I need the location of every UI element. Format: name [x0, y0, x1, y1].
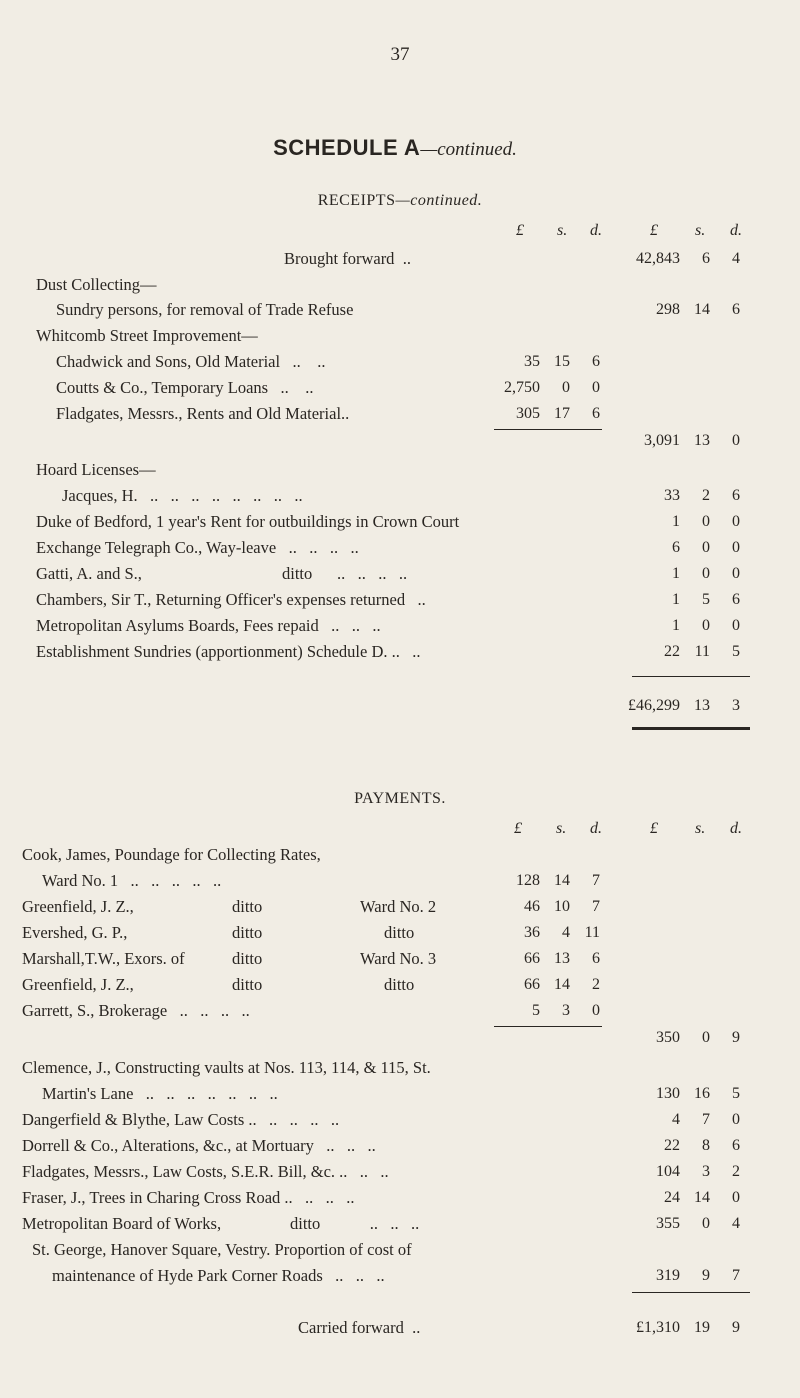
hoard-heading: Hoard Licenses— [36, 460, 156, 479]
payments-col-pound-2: £ [650, 820, 658, 837]
stgeorge-shillings: 9 [702, 1267, 710, 1284]
receipt-other-4-shillings: 5 [702, 591, 710, 608]
garrett-pence: 0 [592, 1002, 600, 1019]
receipt-other-5-pounds: 1 [672, 617, 680, 634]
receipt-other-5-shillings: 0 [702, 617, 710, 634]
poundage-item-1-pounds: 46 [524, 898, 540, 915]
brought-forward-pence: 4 [732, 250, 740, 267]
payment-other-5-pence: 4 [732, 1215, 740, 1232]
receipt-other-3-ditto: ditto .. .. .. .. [282, 564, 408, 583]
whitcomb-item-3-pence: 6 [592, 405, 600, 422]
receipt-other-6-pounds: 22 [664, 643, 680, 660]
whitcomb-item-2-pounds: 2,750 [504, 379, 540, 396]
receipts-grand-total-shillings: 13 [694, 697, 710, 714]
receipts-col-pound-2: £ [650, 222, 658, 239]
page-title [0, 135, 790, 161]
poundage-total-shillings: 0 [702, 1029, 710, 1046]
hoard-total-pounds: 33 [664, 487, 680, 504]
receipts-grand-total-pounds: £46,299 [628, 697, 680, 714]
poundage-item-4-ditto: ditto [232, 975, 263, 994]
carried-forward-shillings: 19 [694, 1319, 710, 1336]
poundage-item-3-ditto: ditto [232, 949, 263, 968]
whitcomb-item-1-pounds: 35 [524, 353, 540, 370]
stgeorge-line-2: maintenance of Hyde Park Corner Roads .. .. .. [52, 1266, 385, 1285]
poundage-item-3-name: Marshall,T.W., Exors. of [22, 949, 185, 968]
title-main: SCHEDULE A [273, 135, 421, 160]
payment-other-5-pounds: 355 [656, 1215, 680, 1232]
receipts-double-rule [632, 727, 750, 730]
whitcomb-item-1-pence: 6 [592, 353, 600, 370]
receipt-other-3-shillings: 0 [702, 565, 710, 582]
carried-forward-pounds: £1,310 [636, 1319, 680, 1336]
whitcomb-total-pounds: 3,091 [644, 432, 680, 449]
poundage-item-4-name: Greenfield, J. Z., [22, 975, 134, 994]
garrett-shillings: 3 [562, 1002, 570, 1019]
payments-heading: PAYMENTS. [354, 790, 446, 807]
garrett-pounds: 5 [532, 1002, 540, 1019]
payments-col-pound-1: £ [514, 820, 522, 837]
receipts-heading [0, 192, 800, 210]
payment-other-4: Fraser, J., Trees in Charing Cross Road .. .. .. .. [22, 1188, 355, 1207]
payments-col-s-2: s. [695, 820, 706, 837]
poundage-item-2-ditto: ditto [232, 923, 263, 942]
poundage-item-4-pence: 2 [592, 976, 600, 993]
carried-forward-label: Carried forward .. [298, 1318, 421, 1337]
poundage-ward1-pence: 7 [592, 872, 600, 889]
poundage-item-3-shillings: 13 [554, 950, 570, 967]
receipt-other-6: Establishment Sundries (apportionment) Schedule D. .. .. [36, 642, 421, 661]
dust-collecting-heading: Dust Collecting— [36, 275, 157, 294]
whitcomb-item-3-shillings: 17 [554, 405, 570, 422]
page-number: 37 [390, 44, 410, 65]
poundage-ward1-shillings: 14 [554, 872, 570, 889]
poundage-item-2-ward: ditto [384, 923, 415, 942]
brought-forward-pounds: 42,843 [636, 250, 680, 267]
poundage-item-3-pounds: 66 [524, 950, 540, 967]
poundage-subtotal-rule [494, 1026, 602, 1027]
poundage-ward1-pounds: 128 [516, 872, 540, 889]
receipt-other-5: Metropolitan Asylums Boards, Fees repaid .. .. .. [36, 616, 381, 635]
payment-other-2-shillings: 8 [702, 1137, 710, 1154]
hoard-total-pence: 6 [732, 487, 740, 504]
whitcomb-heading: Whitcomb Street Improvement— [36, 326, 258, 345]
poundage-total-pence: 9 [732, 1029, 740, 1046]
whitcomb-item-2-pence: 0 [592, 379, 600, 396]
poundage-total-pounds: 350 [656, 1029, 680, 1046]
receipt-other-2-shillings: 0 [702, 539, 710, 556]
payment-other-1-shillings: 7 [702, 1111, 710, 1128]
receipt-other-5-pence: 0 [732, 617, 740, 634]
whitcomb-item-2: Coutts & Co., Temporary Loans .. .. [56, 378, 314, 397]
title-suffix: —continued. [420, 139, 517, 160]
whitcomb-total-shillings: 13 [694, 432, 710, 449]
receipts-col-pound-1: £ [516, 222, 524, 239]
payment-other-2: Dorrell & Co., Alterations, &c., at Mortuary .. .. .. [22, 1136, 376, 1155]
clemence-pence: 5 [732, 1085, 740, 1102]
payment-other-5-shillings: 0 [702, 1215, 710, 1232]
receipt-other-6-pence: 5 [732, 643, 740, 660]
receipt-other-2-pence: 0 [732, 539, 740, 556]
brought-forward-shillings: 6 [702, 250, 710, 267]
receipt-other-6-shillings: 11 [694, 643, 710, 660]
clemence-shillings: 16 [694, 1085, 710, 1102]
receipt-other-1-pence: 0 [732, 513, 740, 530]
dust-collecting-item: Sundry persons, for removal of Trade Refuse [56, 300, 354, 319]
payment-other-3: Fladgates, Messrs., Law Costs, S.E.R. Bill, &c. .. .. .. [22, 1162, 389, 1181]
poundage-item-3-ward: Ward No. 3 [360, 949, 437, 968]
payments-total-rule [632, 1292, 750, 1293]
whitcomb-item-1: Chadwick and Sons, Old Material .. .. [56, 352, 326, 371]
payment-other-2-pounds: 22 [664, 1137, 680, 1154]
payment-other-3-pence: 2 [732, 1163, 740, 1180]
poundage-item-2-name: Evershed, G. P., [22, 923, 128, 942]
receipt-other-4-pounds: 1 [672, 591, 680, 608]
payment-other-5: Metropolitan Board of Works, [22, 1214, 222, 1233]
payment-other-1-pounds: 4 [672, 1111, 680, 1128]
receipt-other-1: Duke of Bedford, 1 year's Rent for outbuildings in Crown Court [36, 512, 460, 531]
stgeorge-pounds: 319 [656, 1267, 680, 1284]
payment-other-4-pence: 0 [732, 1189, 740, 1206]
hoard-total-shillings: 2 [702, 487, 710, 504]
carried-forward-pence: 9 [732, 1319, 740, 1336]
poundage-item-4-ward: ditto [384, 975, 415, 994]
payments-col-d-1: d. [590, 820, 602, 837]
payments-col-d-2: d. [730, 820, 742, 837]
poundage-item-2-pence: 11 [584, 924, 600, 941]
dust-total-pounds: 298 [656, 301, 680, 318]
whitcomb-item-3: Fladgates, Messrs., Rents and Old Material.. [56, 404, 350, 423]
receipts-col-s-1: s. [557, 222, 568, 239]
whitcomb-total-pence: 0 [732, 432, 740, 449]
receipts-col-d-1: d. [590, 222, 602, 239]
clemence-line-2: Martin's Lane .. .. .. .. .. .. .. [42, 1084, 278, 1103]
whitcomb-item-1-shillings: 15 [554, 353, 570, 370]
stgeorge-pence: 7 [732, 1267, 740, 1284]
poundage-item-4-pounds: 66 [524, 976, 540, 993]
poundage-item-1-ward: Ward No. 2 [360, 897, 437, 916]
receipt-other-2-pounds: 6 [672, 539, 680, 556]
receipt-other-4-pence: 6 [732, 591, 740, 608]
payment-other-3-shillings: 3 [702, 1163, 710, 1180]
clemence-line-1: Clemence, J., Constructing vaults at Nos. 113, 114, & 115, St. [22, 1058, 431, 1077]
receipt-other-1-pounds: 1 [672, 513, 680, 530]
poundage-item-1-shillings: 10 [554, 898, 570, 915]
payment-other-5-ditto: ditto .. .. .. [290, 1214, 420, 1233]
whitcomb-item-2-shillings: 0 [562, 379, 570, 396]
receipts-grand-total-pence: 3 [732, 697, 740, 714]
receipt-other-2: Exchange Telegraph Co., Way-leave .. .. .. .. [36, 538, 359, 557]
poundage-item-2-pounds: 36 [524, 924, 540, 941]
receipts-col-d-2: d. [730, 222, 742, 239]
receipts-heading-main: RECEIPTS [317, 192, 396, 209]
whitcomb-item-3-pounds: 305 [516, 405, 540, 422]
poundage-line-1: Cook, James, Poundage for Collecting Rates, [22, 845, 321, 864]
payment-other-2-pence: 6 [732, 1137, 740, 1154]
receipt-other-3: Gatti, A. and S., [36, 564, 142, 583]
garrett-brokerage: Garrett, S., Brokerage .. .. .. .. [22, 1001, 250, 1020]
receipt-other-1-shillings: 0 [702, 513, 710, 530]
receipts-heading-suffix: —continued. [395, 192, 483, 209]
poundage-line-2: Ward No. 1 .. .. .. .. .. [42, 871, 222, 890]
receipt-other-3-pounds: 1 [672, 565, 680, 582]
dust-total-pence: 6 [732, 301, 740, 318]
poundage-item-2-shillings: 4 [562, 924, 570, 941]
clemence-pounds: 130 [656, 1085, 680, 1102]
payment-other-4-shillings: 14 [694, 1189, 710, 1206]
payment-other-1-pence: 0 [732, 1111, 740, 1128]
receipts-total-rule [632, 676, 750, 677]
poundage-item-3-pence: 6 [592, 950, 600, 967]
receipt-other-3-pence: 0 [732, 565, 740, 582]
payment-other-3-pounds: 104 [656, 1163, 680, 1180]
payments-col-s-1: s. [556, 820, 567, 837]
receipts-col-s-2: s. [695, 222, 706, 239]
whitcomb-subtotal-rule [494, 429, 602, 430]
poundage-item-1-ditto: ditto [232, 897, 263, 916]
dust-total-shillings: 14 [694, 301, 710, 318]
stgeorge-line-1: St. George, Hanover Square, Vestry. Proportion of cost of [32, 1240, 412, 1259]
brought-forward-label: Brought forward .. [284, 249, 411, 268]
receipt-other-4: Chambers, Sir T., Returning Officer's expenses returned .. [36, 590, 426, 609]
hoard-item: Jacques, H. .. .. .. .. .. .. .. .. [62, 486, 303, 505]
poundage-item-1-pence: 7 [592, 898, 600, 915]
payment-other-1: Dangerfield & Blythe, Law Costs .. .. .. .. .. [22, 1110, 340, 1129]
poundage-item-1-name: Greenfield, J. Z., [22, 897, 134, 916]
poundage-item-4-shillings: 14 [554, 976, 570, 993]
payment-other-4-pounds: 24 [664, 1189, 680, 1206]
